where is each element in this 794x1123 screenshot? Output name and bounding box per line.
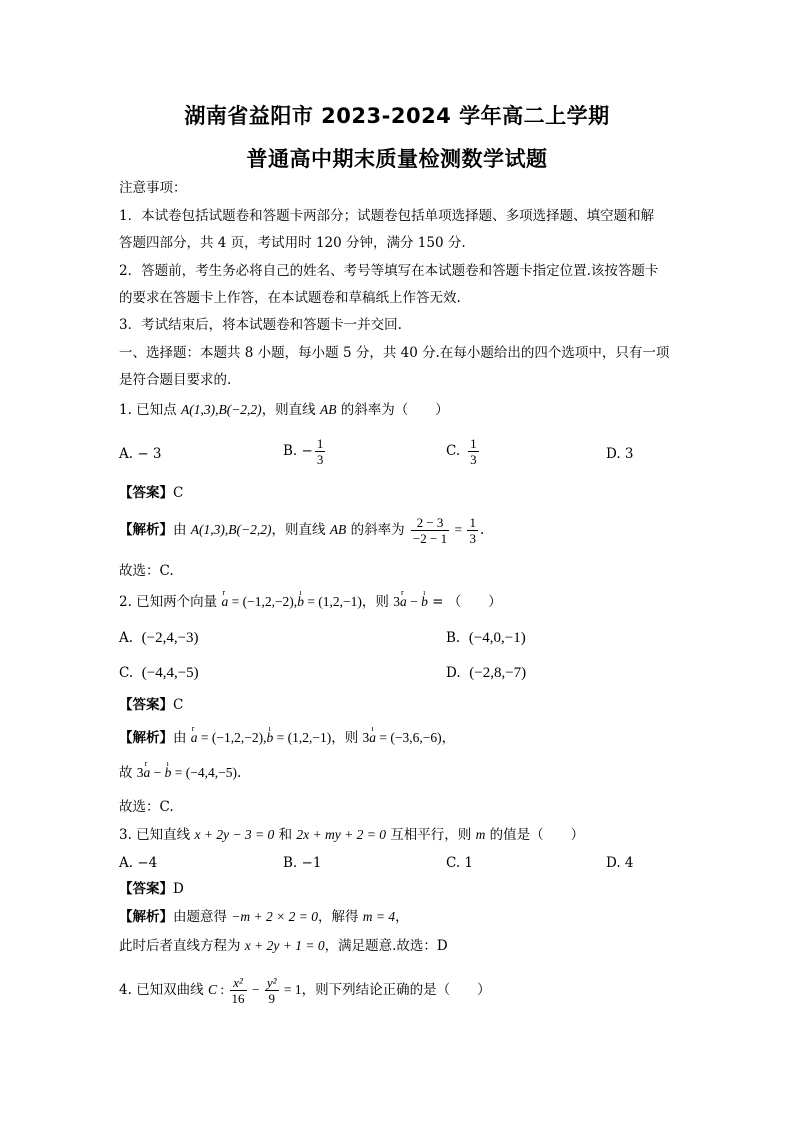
q3-stem-pre: 3. 已知直线 (119, 827, 195, 843)
q1-answer (119, 483, 183, 503)
page-title-line2: 普通高中期末质量检测数学试题 (246, 147, 548, 171)
q2-line2-vector-b: ı b (165, 763, 172, 783)
q3-stem-post: 的值是（ ） (485, 827, 585, 843)
q2-analysis-a-value: = (−1,2,−2), (197, 730, 267, 745)
q4-stem (119, 975, 491, 1006)
q3-option-c: C. 1 (446, 855, 474, 871)
q3-stem-line2: 2x + my + 2 = 0 (296, 827, 386, 842)
q2-stem-post: = （ ） (427, 594, 502, 610)
q1-analysis-eq: = (451, 522, 466, 537)
q2-line2-end: . (237, 765, 242, 781)
q1-option-c (446, 436, 481, 467)
q1-analysis-tag: 【解析】 (119, 522, 173, 538)
q1-option-c-label: C. (446, 443, 461, 459)
q1-option-a: A. − 3 (119, 446, 162, 462)
q2-option-d (446, 663, 526, 683)
q2-option-d-label: D. (446, 665, 461, 681)
q1-analysis-frac2-num: 1 (469, 515, 476, 530)
q1-stem-pre: 1. 已知点 (119, 402, 181, 418)
q2-stem-b-value: = (1,2,−1) (303, 594, 362, 609)
q3-analysis-post: ， (395, 909, 409, 925)
q4-frac1-num: x² (230, 975, 247, 991)
q2-option-c (119, 663, 199, 683)
q2-stem (119, 592, 502, 612)
q1-analysis-mid: ，则直线 (271, 522, 330, 538)
q1-analysis (119, 515, 484, 546)
q1-stem-points: A(1,3),B(−2,2) (180, 402, 262, 417)
q3-analysis-pre: 由题意得 (173, 909, 232, 925)
q1-option-c-den: 3 (470, 452, 477, 467)
q4-stem-post: ，则下列结论正确的是（ ） (301, 982, 491, 998)
q2-option-c-value: (−4,4,−5) (141, 665, 199, 681)
q1-stem-ab: AB (319, 402, 337, 417)
q1-option-c-num: 1 (470, 436, 477, 451)
q2-stem-expr-a: r a (400, 592, 407, 612)
q3-analysis-equation: −m + 2 × 2 = 0 (231, 909, 318, 924)
q3-line2-pre: 此时后者直线方程为 (119, 938, 245, 954)
q2-line2-vector-a: r a (144, 763, 151, 783)
q2-answer (119, 695, 183, 715)
q1-option-b-label: B. − (283, 443, 313, 459)
q2-stem-minus: − (406, 594, 422, 609)
q1-analysis-frac2-den: 3 (469, 531, 476, 546)
q2-stem-a-value: = (−1,2,−2), (228, 594, 298, 609)
q3-analysis-mid: ，解得 (318, 909, 363, 925)
q2-analysis-3a-value: = (−3,6,−6) (376, 730, 442, 745)
q4-fraction2 (265, 975, 279, 1006)
q1-stem-post: 的斜率为（ ） (336, 402, 449, 418)
q3-analysis-solution: m = 4 (362, 909, 396, 924)
q1-analysis-post: 的斜率为 (346, 522, 409, 538)
q2-analysis-tag: 【解析】 (119, 730, 173, 746)
q2-analysis-b-value: = (1,2,−1) (273, 730, 332, 745)
q1-stem (119, 400, 449, 420)
notes-item2-line2: 的要求在答题卡上作答，在本试题卷和草稿纸上作答无效. (119, 290, 461, 306)
q2-analysis-vector-b: ı b (267, 728, 274, 748)
q2-option-a (119, 628, 199, 648)
q2-line2-value: = (−4,4,−5) (171, 765, 238, 780)
q3-option-d: D. 4 (606, 855, 634, 871)
q1-option-c-fraction (468, 436, 479, 467)
q3-analysis (119, 907, 409, 927)
q2-option-d-value: (−2,8,−7) (469, 665, 527, 681)
q2-analysis (119, 728, 455, 748)
q3-answer-value: D (173, 881, 184, 897)
q1-answer-value: C (173, 485, 184, 501)
q2-analysis-3a: ı a (369, 728, 376, 748)
q1-analysis-fraction1 (411, 515, 449, 546)
q2-stem-mid: ，则 (361, 594, 394, 610)
q2-analysis-post: ， (441, 730, 456, 746)
q4-stem-colon: : (216, 982, 228, 997)
q2-analysis-line2 (119, 763, 241, 783)
q2-line2-three: 3 (136, 765, 144, 780)
notes-item1-line1: 1．本试卷包括试题卷和答题卡两部分；试题卷包括单项选择题、多项选择题、填空题和解 (119, 208, 655, 224)
q4-minus: − (248, 982, 263, 997)
q1-analysis-end: . (479, 522, 485, 538)
q2-option-b-value: (−4,0,−1) (468, 630, 526, 646)
q1-option-b-fraction (315, 436, 326, 467)
q2-line2-pre: 故 (119, 765, 137, 781)
q1-analysis-fraction2 (467, 515, 478, 546)
q2-answer-value: C (173, 697, 184, 713)
q4-frac2-den: 9 (268, 991, 275, 1006)
q2-analysis-vector-a: r a (191, 728, 198, 748)
q3-line2-equation: x + 2y + 1 = 0 (244, 938, 325, 953)
q3-stem-line1: x + 2y − 3 = 0 (194, 827, 275, 842)
q1-option-b-num: 1 (316, 436, 324, 451)
q1-analysis-points: A(1,3),B(−2,2) (190, 522, 272, 537)
q3-answer (119, 879, 184, 899)
q3-stem-m: m (475, 827, 486, 842)
q4-frac1-den: 16 (231, 991, 245, 1006)
q3-stem-mid: 互相平行，则 (385, 827, 476, 843)
q2-option-c-label: C. (119, 665, 134, 681)
q1-conclusion: 故选：C. (119, 563, 174, 579)
q2-analysis-three: 3 (362, 730, 370, 745)
q1-option-d: D. 3 (606, 446, 634, 462)
q1-option-b-den: 3 (316, 452, 324, 467)
q4-frac2-num: y² (266, 975, 277, 990)
q2-conclusion: 故选：C. (119, 799, 174, 815)
notes-heading: 注意事项： (119, 180, 187, 196)
q3-option-a: A. −4 (119, 855, 158, 871)
q3-line2-post: ，满足题意.故选：D (324, 938, 448, 954)
page-title-line1: 湖南省益阳市 2023-2024 学年高二上学期 (184, 104, 610, 128)
q2-option-a-value: (−2,4,−3) (141, 630, 199, 646)
q1-analysis-pre: 由 (173, 522, 191, 538)
notes-item3: 3．考试结束后，将本试题卷和答题卡一并交回. (119, 317, 402, 333)
q3-option-b: B. −1 (283, 855, 322, 871)
q4-fraction1 (230, 975, 247, 1006)
section1-intro-line1: 一、选择题：本题共 8 小题，每小题 5 分，共 40 分.在每小题给出的四个选项中，只有一项 (119, 345, 670, 361)
q3-answer-tag: 【答案】 (119, 881, 173, 897)
q2-stem-vector-b: ı b (297, 592, 304, 612)
q3-stem (119, 825, 584, 845)
q4-stem-pre: 4. 已知双曲线 (119, 982, 208, 998)
q2-line2-minus: − (150, 765, 165, 780)
q2-analysis-mid: ，则 (331, 730, 363, 746)
q2-stem-vector-a: r a (221, 592, 228, 612)
q1-answer-tag: 【答案】 (119, 485, 173, 501)
section1-intro-line2: 是符合题目要求的. (119, 372, 232, 388)
q3-stem-and: 和 (274, 827, 297, 843)
q1-analysis-ab: AB (329, 522, 347, 537)
q3-analysis-line2 (119, 936, 448, 956)
notes-item2-line1: 2．答题前，考生务必将自己的姓名、考号等填写在本试题卷和答题卡指定位置.该按答题卡 (119, 263, 659, 279)
q2-option-a-label: A. (119, 630, 134, 646)
q4-stem-c: C (207, 982, 217, 997)
q4-stem-eq: = 1 (280, 982, 302, 997)
q3-analysis-tag: 【解析】 (119, 909, 173, 925)
q2-stem-three: 3 (393, 594, 400, 609)
q1-analysis-frac1-num: 2 − 3 (411, 515, 449, 531)
q2-option-b-label: B. (446, 630, 461, 646)
notes-item1-line2: 答题四部分，共 4 页，考试用时 120 分钟，满分 150 分. (119, 235, 466, 251)
q2-answer-tag: 【答案】 (119, 697, 173, 713)
q1-analysis-frac1-den: −2 − 1 (412, 531, 448, 546)
q1-option-b (283, 436, 327, 467)
q2-analysis-pre: 由 (173, 730, 191, 746)
q2-option-b (446, 628, 526, 648)
q2-stem-pre: 2. 已知两个向量 (119, 594, 222, 610)
q2-stem-expr-b: ı b (421, 592, 428, 612)
q1-stem-mid: ，则直线 (261, 402, 320, 418)
